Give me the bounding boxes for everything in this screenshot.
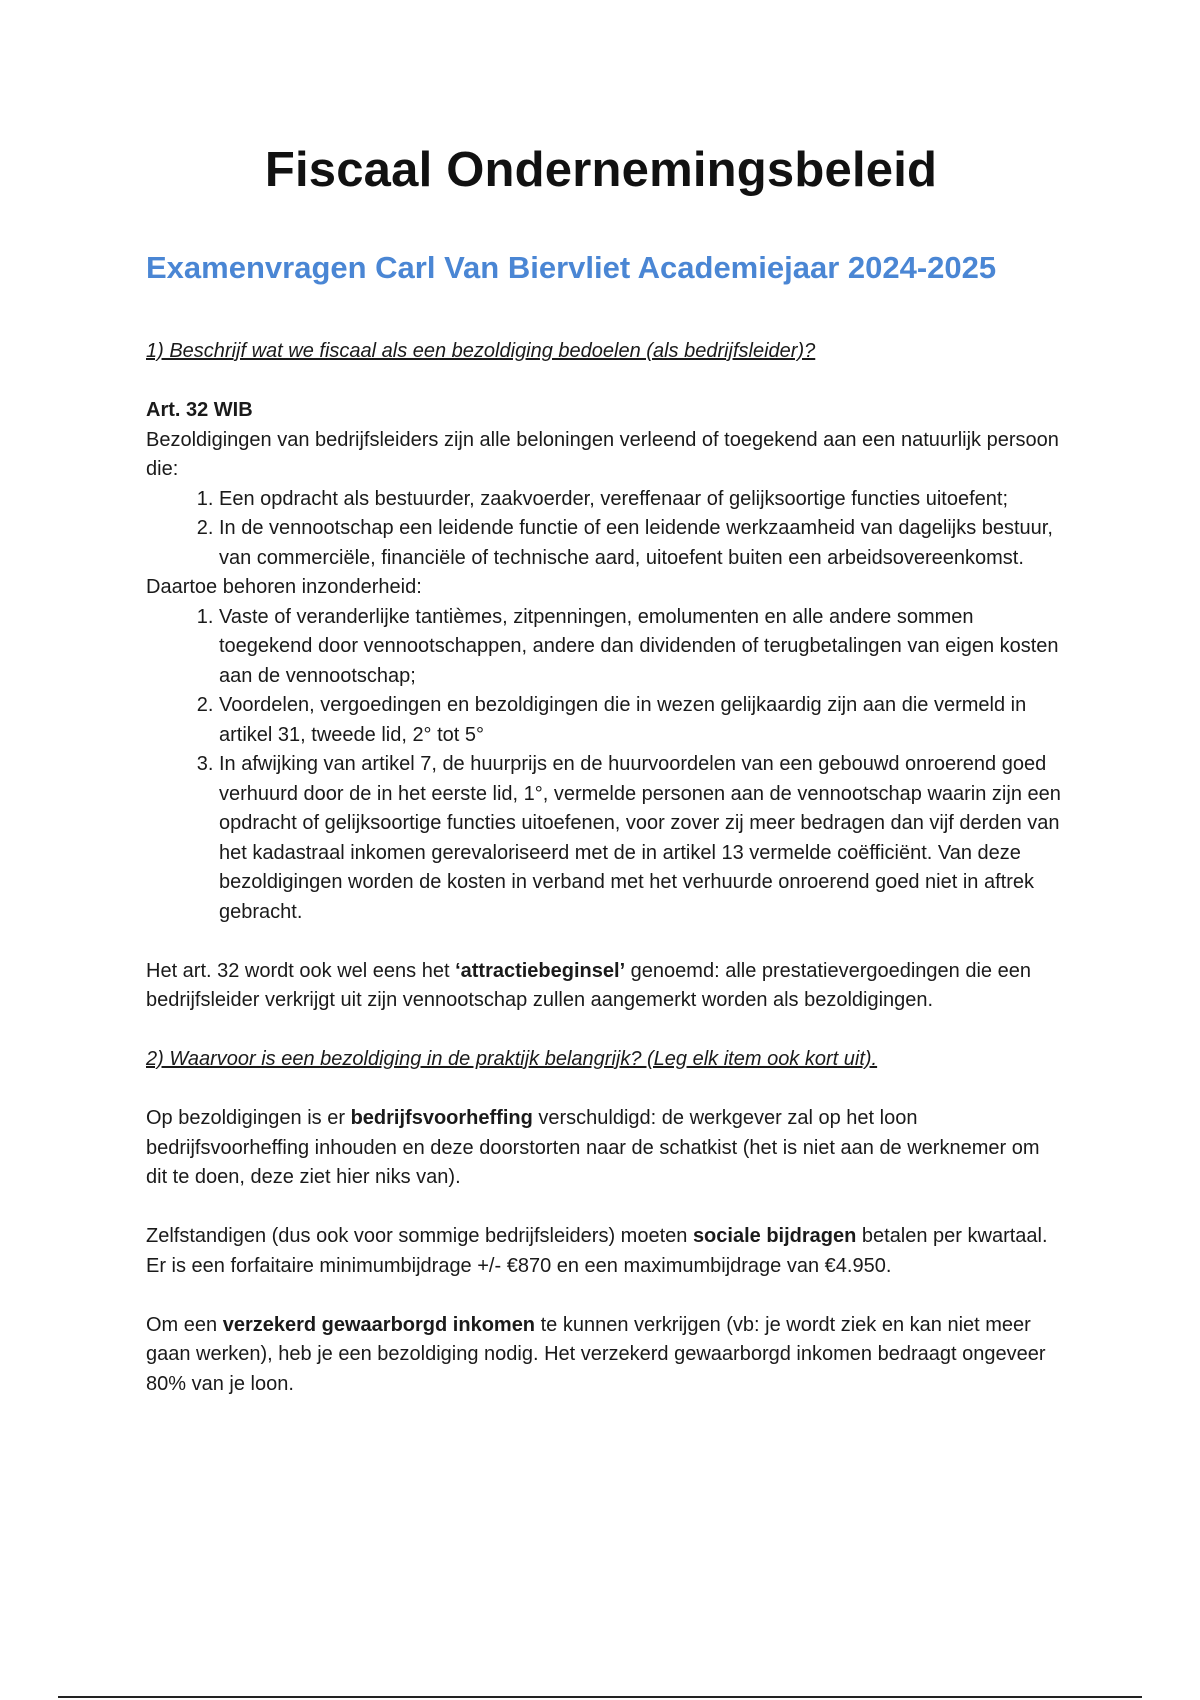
document-title: Fiscaal Ondernemingsbeleid (264, 143, 938, 197)
question-2: 2) Waarvoor is een bezoldiging in de praktijk belangrijk? (Leg elk item ook kort uit). (146, 1048, 878, 1070)
q2-bedrijfsvoorheffing: Op bezoldigingen is er bedrijfsvoorheffing verschuldigd: de werkgever zal op het loon bedrijfsvoorheffing inhouden en deze doorstorten naar de schatkist (het is niet aan de werknemer om dit te doen, deze ziet hier niks van). (146, 1107, 1040, 1188)
list-item: 1. Een opdracht als bestuurder, zaakvoerder, vereffenaar of gelijksoortige functies uitoefent; (219, 485, 1061, 515)
q2-sociale-bijdragen: Zelfstandigen (dus ook voor sommige bedrijfsleiders) moeten sociale bijdragen betalen per kwartaal. Er is een forfaitaire minimumbijdrage +/- €870 en een maximumbijdrage van €4.950. (146, 1225, 1048, 1277)
q1-list-2 (146, 603, 1061, 928)
question-1: 1) Beschrijf wat we fiscaal als een bezoldiging bedoelen (als bedrijfsleider)? (146, 340, 816, 362)
sociale-bijdragen-term: sociale bijdragen (692, 1225, 857, 1247)
document-body (146, 337, 1061, 1399)
list-item: 2. Voordelen, vergoedingen en bezoldigingen die in wezen gelijkaardig zijn aan die vermeld in artikel 31, tweede lid, 2° tot 5° (219, 691, 1061, 750)
q1-list-1 (146, 485, 1061, 574)
page-bottom-rule (58, 1696, 1142, 1698)
q1-intro: Bezoldigingen van bedrijfsleiders zijn alle beloningen verleend of toegekend aan een natuurlijk persoon die: (146, 428, 1059, 480)
article-heading: Art. 32 WIB (146, 399, 253, 421)
list-item: 2. In de vennootschap een leidende functie of een leidende werkzaamheid van dagelijks bestuur, van commerciële, financiële of technische aard, uitoefent buiten een arbeidsovereenkomst. (219, 514, 1061, 573)
bedrijfsvoorheffing-term: bedrijfsvoorheffing (350, 1107, 533, 1129)
list-item: 1. Vaste of veranderlijke tantièmes, zitpenningen, emolumenten en alle andere sommen toegekend door vennootschappen, andere dan dividenden of terugbetalingen van eigen kosten aan de vennootschap; (219, 603, 1061, 692)
q2-gewaarborgd-inkomen: Om een verzekerd gewaarborgd inkomen te kunnen verkrijgen (vb: je wordt ziek en kan niet meer gaan werken), heb je een bezoldiging nodig. Het verzekerd gewaarborgd inkomen bedraagt ongeveer 80% van je loon. (146, 1313, 1046, 1395)
q1-attractiebeginsel: Het art. 32 wordt ook wel eens het ‘attractiebeginsel’ genoemd: alle prestatievergoedingen die een bedrijfsleider verkrijgt uit zijn vennootschap zullen aangemerkt worden als bezoldigingen. (146, 959, 1031, 1011)
q1-inzonderheid: Daartoe behoren inzonderheid: (146, 576, 422, 598)
list-item: 3. In afwijking van artikel 7, de huurprijs en de huurvoordelen van een gebouwd onroerend goed verhuurd door de in het eerste lid, 1°, vermelde personen aan de vennootschap waarin zijn een opdracht of gelijksoortige functies uitoefenen, voor zover zij meer bedragen dan vijf derden van het kadastraal inkomen gerevaloriseerd met de in artikel 13 vermelde coëfficiënt. Van deze bezoldigingen worden de kosten in verband met het verhuurde onroerend goed niet in aftrek gebracht. (219, 750, 1061, 927)
attractiebeginsel-term: ‘attractiebeginsel’ (455, 959, 626, 982)
document-subtitle: Examenvragen Carl Van Biervliet Academiejaar 2024-2025 (146, 250, 997, 285)
gewaarborgd-inkomen-term: verzekerd gewaarborgd inkomen (222, 1313, 536, 1336)
